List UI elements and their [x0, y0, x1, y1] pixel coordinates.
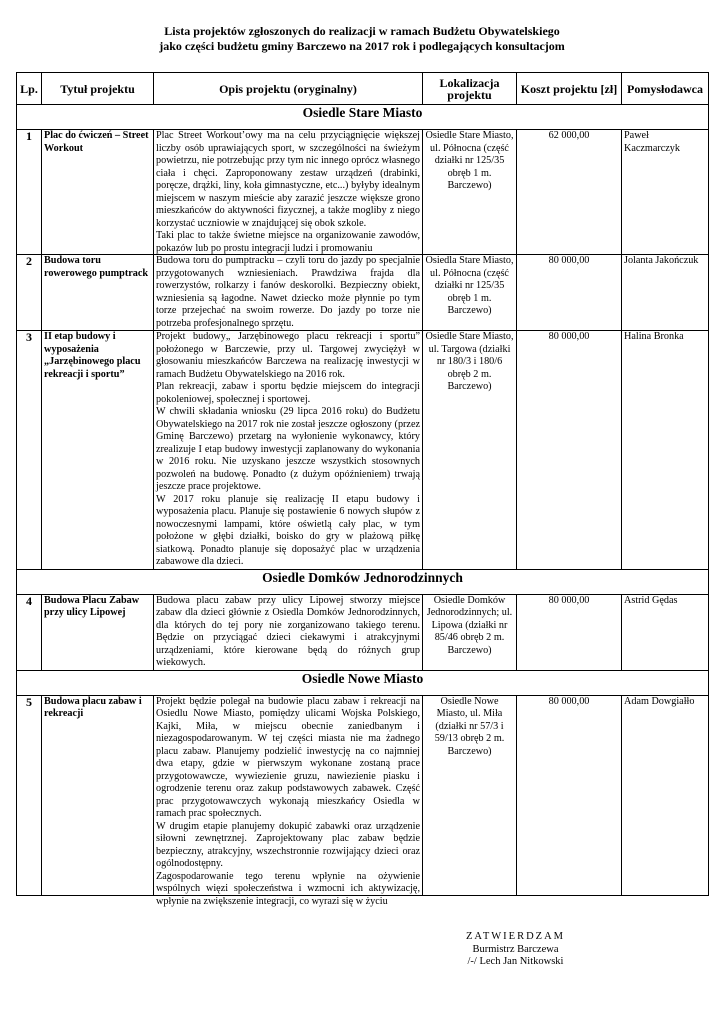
description-paragraph: Taki plac to także świetne miejsce na organizowanie zawodów, pokazów lub po prostu integracji ludzi i promowaniu	[156, 230, 420, 254]
project-cost: 62 000,00	[517, 130, 622, 255]
signatory-name: /-/ Lech Jan Nitkowski	[467, 956, 564, 967]
section-row	[17, 569, 709, 594]
project-number: 5	[17, 695, 42, 895]
project-location: Osiedle Nowe Miasto, ul. Miła (działki nr 57/3 i 59/13 obręb 2 m. Barczewo)	[423, 695, 517, 895]
header-description: Opis projektu (oryginalny)	[154, 73, 423, 105]
project-title: Plac do ćwiczeń – Street Workout	[42, 130, 154, 255]
description-paragraph: W 2017 roku planuje się realizację II etapu budowy i wyposażenia placu. Planuje się postawienie 6 nowych słupów z nowoczesnymi lampami, które oświetlą cały plac, w tym położone w głębi działki, boisko do gry w plażową piłkę siatkową. Ponadto planuje się doposażyć plac w urządzenia zabawowe dla dzieci.	[156, 493, 420, 567]
projects-table	[16, 72, 709, 907]
description-paragraph: W chwili składania wniosku (29 lipca 2016 roku) do Budżetu Obywatelskiego na 2017 rok nie został jeszcze ogłoszony (przez Gminę Barczewo) przetarg na wyłonienie wykonawcy, który zrealizuje I etap budowy inwestycji zaplanowany do wykonania w 2016 roku. Nie uzyskano jeszcze wszystkich stosownych pozwoleń na budowę. Ponadto (z dużym opóźnieniem) trwają jeszcze prace projektowe.	[156, 406, 420, 492]
project-cost: 80 000,00	[517, 331, 622, 570]
project-location: Osiedle Stare Miasto, ul. Północna (część działki nr 125/35 obręb 1 m. Barczewo)	[423, 130, 517, 255]
title-line-1: Lista projektów zgłoszonych do realizacji w ramach Budżetu Obywatelskiego	[164, 24, 560, 38]
document-title	[0, 24, 724, 54]
approval-signature	[466, 931, 565, 969]
project-cost: 80 000,00	[517, 255, 622, 331]
header-location: Lokalizacja projektu	[423, 73, 517, 105]
project-location: Osiedle Domków Jednorodzinnych; ul. Lipowa (działki nr 85/46 obręb 2 m. Barczewo)	[423, 594, 517, 670]
project-location: Osiedla Stare Miasto, ul. Północna (część działki nr 125/35 obręb 1 m. Barczewo)	[423, 255, 517, 331]
project-author: Jolanta Jakończuk	[622, 255, 709, 331]
description-paragraph: W drugim etapie planujemy dokupić zabawki oraz urządzenie siłowni zewnętrznej. Zaprojektowany plac zabaw będzie bezpieczny, atrakcyjny, wszechstronnie rozwijający dzieci oraz ogólnodostępny.	[156, 820, 420, 869]
description-paragraph: Zagospodarowanie tego terenu wpłynie na ożywienie wspólnych więzi społeczeństwa i wzmocni ich aktywizację, wpłynie na zwiększenie integracji, co wyrazi się w życiu	[156, 870, 420, 907]
section-title: Osiedle Stare Miasto	[17, 105, 709, 130]
project-author: Astrid Gędas	[622, 594, 709, 670]
description-paragraph: Plan rekreacji, zabaw i sportu będzie miejscem do integracji pokoleniowej, społecznej i sportowej.	[156, 381, 420, 405]
section-title: Osiedle Nowe Miasto	[17, 670, 709, 695]
header-row	[17, 73, 709, 105]
project-author: Adam Dowgiałło	[622, 695, 709, 895]
project-description	[154, 594, 423, 670]
project-row	[17, 255, 709, 331]
project-title: II etap budowy i wyposażenia „Jarzębinowego placu rekreacji i sportu”	[42, 331, 154, 570]
project-number: 1	[17, 130, 42, 255]
project-description	[154, 130, 423, 255]
approval-label: ZATWIERDZAM	[466, 931, 565, 942]
project-title: Budowa placu zabaw i rekreacji	[42, 695, 154, 895]
project-number: 3	[17, 331, 42, 570]
project-row	[17, 695, 709, 895]
project-description	[154, 255, 423, 331]
description-paragraph: Projekt będzie polegał na budowie placu zabaw i rekreacji na Osiedlu Nowe Miasto, pomiędzy ulicami Wojska Polskiego, Kajki, Miła, w miejscu obecnie zaniedbanym i niezagospodarowanym. W tej części miasta nie ma żadnego placu zabaw. Planujemy podzielić inwestycję na co najmniej dwa etapy, gdzie w pierwszym wykonane zostaną prace przygotowawcze, wywiezienie gruzu, nawiezienie piasku i ogrodzenie terenu oraz zakup podstawowych zabawek. Część prac przygotowawczych wykonają mieszkańcy Osiedla w ramach prac społecznych.	[156, 695, 420, 819]
header-cost: Koszt projektu [zł]	[517, 73, 622, 105]
description-paragraph: Budowa toru do pumptracku – czyli toru do jazdy po specjalnie przygotowanych wzniesieniach. Prawdziwa frajda dla rowerzystów, rolkarzy i fanów deskorolki. Bezpieczny obiekt, wzniesienia są łagodne. Nawet dziecko może płynnie po tym torze przejechać na swoim rowerze. Do jazdy po torze nie potrzeba profesjonalnego sprzętu.	[156, 255, 420, 329]
title-line-2: jako części budżetu gminy Barczewo na 2017 rok i podlegających konsultacjom	[159, 39, 565, 53]
section-title: Osiedle Domków Jednorodzinnych	[17, 569, 709, 594]
project-number: 4	[17, 594, 42, 670]
header-title: Tytuł projektu	[42, 73, 154, 105]
header-lp: Lp.	[17, 73, 42, 105]
project-row	[17, 331, 709, 570]
project-author: Paweł Kaczmarczyk	[622, 130, 709, 255]
project-cost: 80 000,00	[517, 594, 622, 670]
project-description	[154, 695, 423, 907]
section-row	[17, 670, 709, 695]
project-location: Osiedle Stare Miasto, ul. Targowa (działki nr 180/3 i 180/6 obręb 2 m. Barczewo)	[423, 331, 517, 570]
section-row	[17, 105, 709, 130]
header-author: Pomysłodawca	[622, 73, 709, 105]
project-row	[17, 594, 709, 670]
project-cost: 80 000,00	[517, 695, 622, 895]
project-author: Halina Bronka	[622, 331, 709, 570]
signatory-role: Burmistrz Barczewa	[472, 943, 559, 955]
project-description	[154, 331, 423, 570]
project-row	[17, 130, 709, 255]
description-paragraph: Plac Street Workout’owy ma na celu przyciągnięcie większej liczby osób uprawiających sport, w szczególności na świeżym powietrzu, nie potrzebując przy tym nic innego oprócz własnego ciała i chęci. Zaproponowany zestaw urządzeń (drabinki, poręcze, drążki, liny, koła gimnastyczne, etc...) byłyby idealnym miejscem w naszym mieście aby zarazić jeszcze większe grono mieszkańców do aktywności fizycznej, a także mogliby z niego korzystać uczniowie w znajdującej się obok szkole.	[156, 130, 420, 229]
description-paragraph: Projekt budowy„ Jarzębinowego placu rekreacji i sportu” położonego w Barczewie, przy ul. Targowej zwyciężył w głosowaniu mieszkańców Barczewa na realizację inwestycji w ramach Budżetu Obywatelskiego na 2016 rok.	[156, 331, 420, 380]
description-paragraph: Budowa placu zabaw przy ulicy Lipowej stworzy miejsce zabaw dla dzieci głównie z Osiedla Domków Jednorodzinnych, dla których do tej pory nie zorganizowano takiego terenu. Będzie on przyciągać dzieci ciekawymi i atrakcyjnymi urządzeniami, które kierowane będą do różnych grup wiekowych.	[156, 594, 420, 668]
project-title: Budowa Placu Zabaw przy ulicy Lipowej	[42, 594, 154, 670]
project-number: 2	[17, 255, 42, 331]
project-title: Budowa toru rowerowego pumptrack	[42, 255, 154, 331]
